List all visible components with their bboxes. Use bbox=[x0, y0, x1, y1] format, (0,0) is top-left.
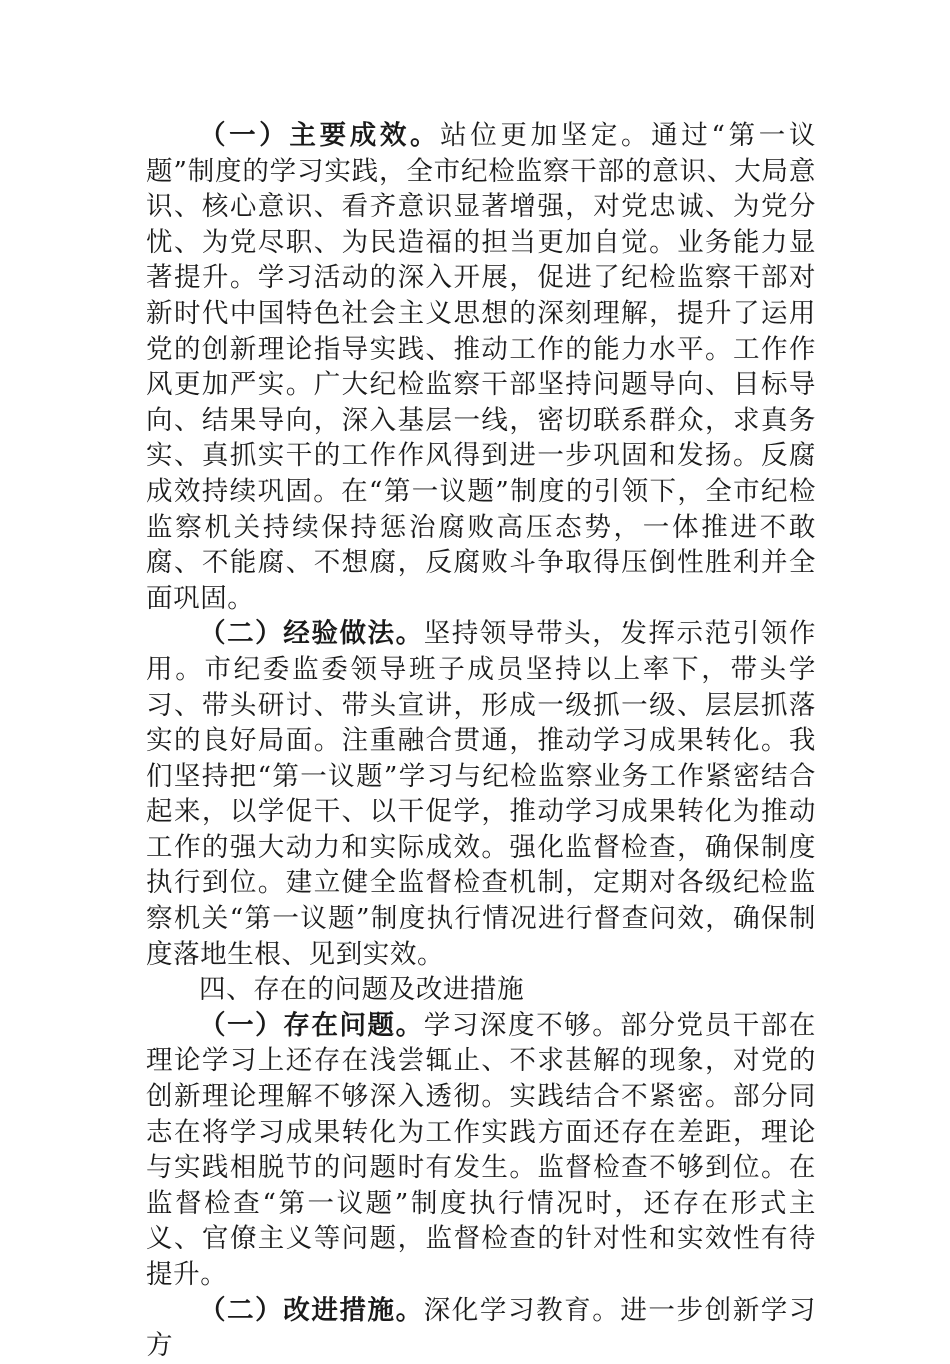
paragraph-lead: （一）主要成效。 bbox=[199, 120, 441, 151]
paragraph-text: 坚持领导带头，发挥示范引领作用。市纪委监委领导班子成员坚持以上率下，带头学习、带头研讨、带头宣讲，形成一级抓一级、层层抓落实的良好局面。注重融合贯通，推动学习成果转化。我们坚持把“第一议题”学习与纪检监察业务工作紧密结合起来，以学促干、以干促学，推动学习成果转化为推动工作的强大动力和实际成效。强化监督检查，确保制度执行到位。建立健全监督检查机制，定期对各级纪检监察机关“第一议题”制度执行情况进行督查问效，确保制度落地生根、见到实效。 bbox=[146, 618, 816, 970]
document-body bbox=[146, 118, 816, 1364]
paragraph-lead: （二）经验做法。 bbox=[199, 618, 424, 650]
paragraph-experience bbox=[146, 616, 816, 972]
paragraph-main-results bbox=[146, 118, 816, 616]
paragraph-text: 站位更加坚定。通过“第一议题”制度的学习实践，全市纪检监察干部的意识、大局意识、核心意识、看齐意识显著增强，对党忠诚、为党分忧、为党尽职、为民造福的担当更加自觉。业务能力显著提升。学习活动的深入开展，促进了纪检监察干部对新时代中国特色社会主义思想的深刻理解，提升了运用党的创新理论指导实践、推动工作的能力水平。工作作风更加严实。广大纪检监察干部坚持问题导向、目标导向、结果导向，深入基层一线，密切联系群众，求真务实、真抓实干的工作作风得到进一步巩固和发扬。反腐成效持续巩固。在“第一议题”制度的引领下，全市纪检监察机关持续保持惩治腐败高压态势，一体推进不敢腐、不能腐、不想腐，反腐败斗争取得压倒性胜利并全面巩固。 bbox=[146, 120, 816, 614]
paragraph-lead: （一）存在问题。 bbox=[199, 1009, 424, 1041]
paragraph-text: 学习深度不够。部分党员干部在理论学习上还存在浅尝辄止、不求甚解的现象，对党的创新理论理解不够深入透彻。实践结合不紧密。部分同志在将学习成果转化为工作实践方面还存在差距，理论与实践相脱节的问题时有发生。监督检查不够到位。在监督检查“第一议题”制度执行情况时，还存在形式主义、官僚主义等问题，监督检查的针对性和实效性有待提升。 bbox=[146, 1009, 816, 1290]
paragraph-lead: （二）改进措施。 bbox=[199, 1294, 424, 1326]
section-heading: 四、存在的问题及改进措施 bbox=[199, 974, 525, 1006]
paragraph-improvements bbox=[146, 1293, 816, 1364]
paragraph-problems bbox=[146, 1008, 816, 1293]
paragraph-text: 深化学习教育。进一步创新学习方 bbox=[146, 1294, 816, 1362]
